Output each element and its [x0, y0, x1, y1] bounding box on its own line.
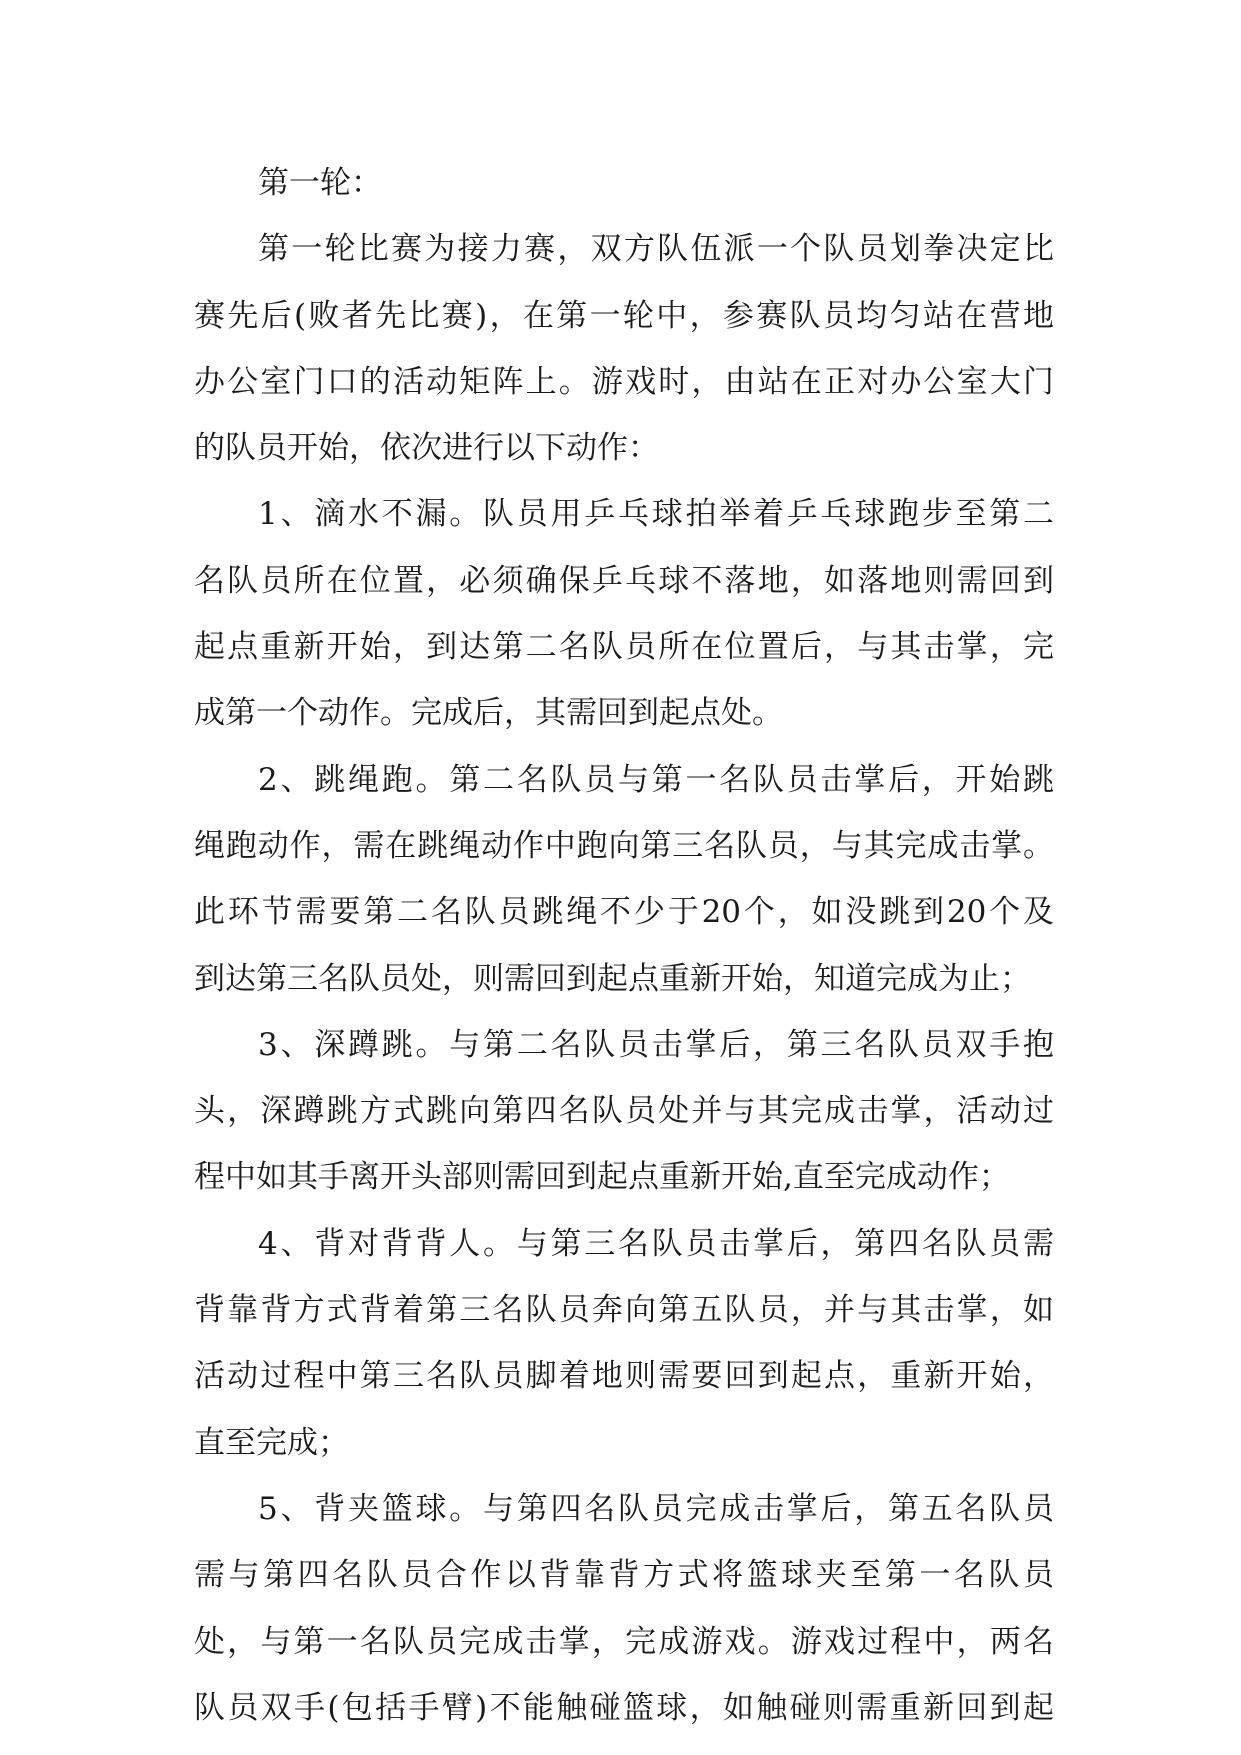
text-line: 5、背夹篮球。与第四名队员完成击掌后，第五名队员 [258, 1490, 1054, 1527]
text-line: 需与第四名队员合作以背靠背方式将篮球夹至第一名队员 [194, 1557, 1054, 1594]
text-line: 第一轮： [258, 165, 382, 201]
text-line: 2、跳绳跑。第二名队员与第一名队员击掌后，开始跳 [258, 761, 1054, 798]
text-line: 第一轮比赛为接力赛，双方队伍派一个队员划拳决定比 [258, 231, 1054, 268]
text-line: 赛先后(败者先比赛)，在第一轮中，参赛队员均匀站在营地 [194, 297, 1054, 334]
text-line: 成第一个动作。完成后，其需回到起点处。 [194, 695, 783, 732]
text-line: 的队员开始，依次进行以下动作： [194, 430, 659, 467]
text-line: 3、深蹲跳。与第二名队员击掌后，第三名队员双手抱 [258, 1026, 1054, 1063]
text-line: 4、背对背背人。与第三名队员击掌后，第四名队员需 [258, 1225, 1054, 1262]
text-line: 头，深蹲跳方式跳向第四名队员处并与其完成击掌，活动过 [194, 1093, 1054, 1130]
text-line: 背靠背方式背着第三名队员奔向第五队员，并与其击掌，如 [194, 1292, 1054, 1329]
text-line: 程中如其手离开头部则需回到起点重新开始,直至完成动作； [194, 1159, 1010, 1196]
text-line: 起点重新开始，到达第二名队员所在位置后，与其击掌，完 [194, 629, 1054, 666]
text-line: 办公室门口的活动矩阵上。游戏时，由站在正对办公室大门 [194, 363, 1054, 400]
text-line: 直至完成； [194, 1424, 349, 1461]
text-line: 1、滴水不漏。队员用乒乓球拍举着乒乓球跑步至第二 [258, 496, 1054, 533]
text-line: 到达第三名队员处，则需回到起点重新开始，知道完成为止； [194, 960, 1031, 997]
document-body [194, 164, 1054, 1755]
text-line: 绳跑动作，需在跳绳动作中跑向第三名队员，与其完成击掌。 [194, 827, 1054, 864]
text-line: 活动过程中第三名队员脚着地则需要回到起点，重新开始， [194, 1358, 1054, 1395]
text-line: 名队员所在位置，必须确保乒乓球不落地，如落地则需回到 [194, 562, 1054, 599]
text-line: 队员双手(包括手臂)不能触碰篮球，如触碰则需重新回到起 [194, 1689, 1054, 1726]
text-line: 此环节需要第二名队员跳绳不少于20个，如没跳到20个及 [194, 894, 1054, 931]
text-line: 处，与第一名队员完成击掌，完成游戏。游戏过程中，两名 [194, 1623, 1054, 1660]
